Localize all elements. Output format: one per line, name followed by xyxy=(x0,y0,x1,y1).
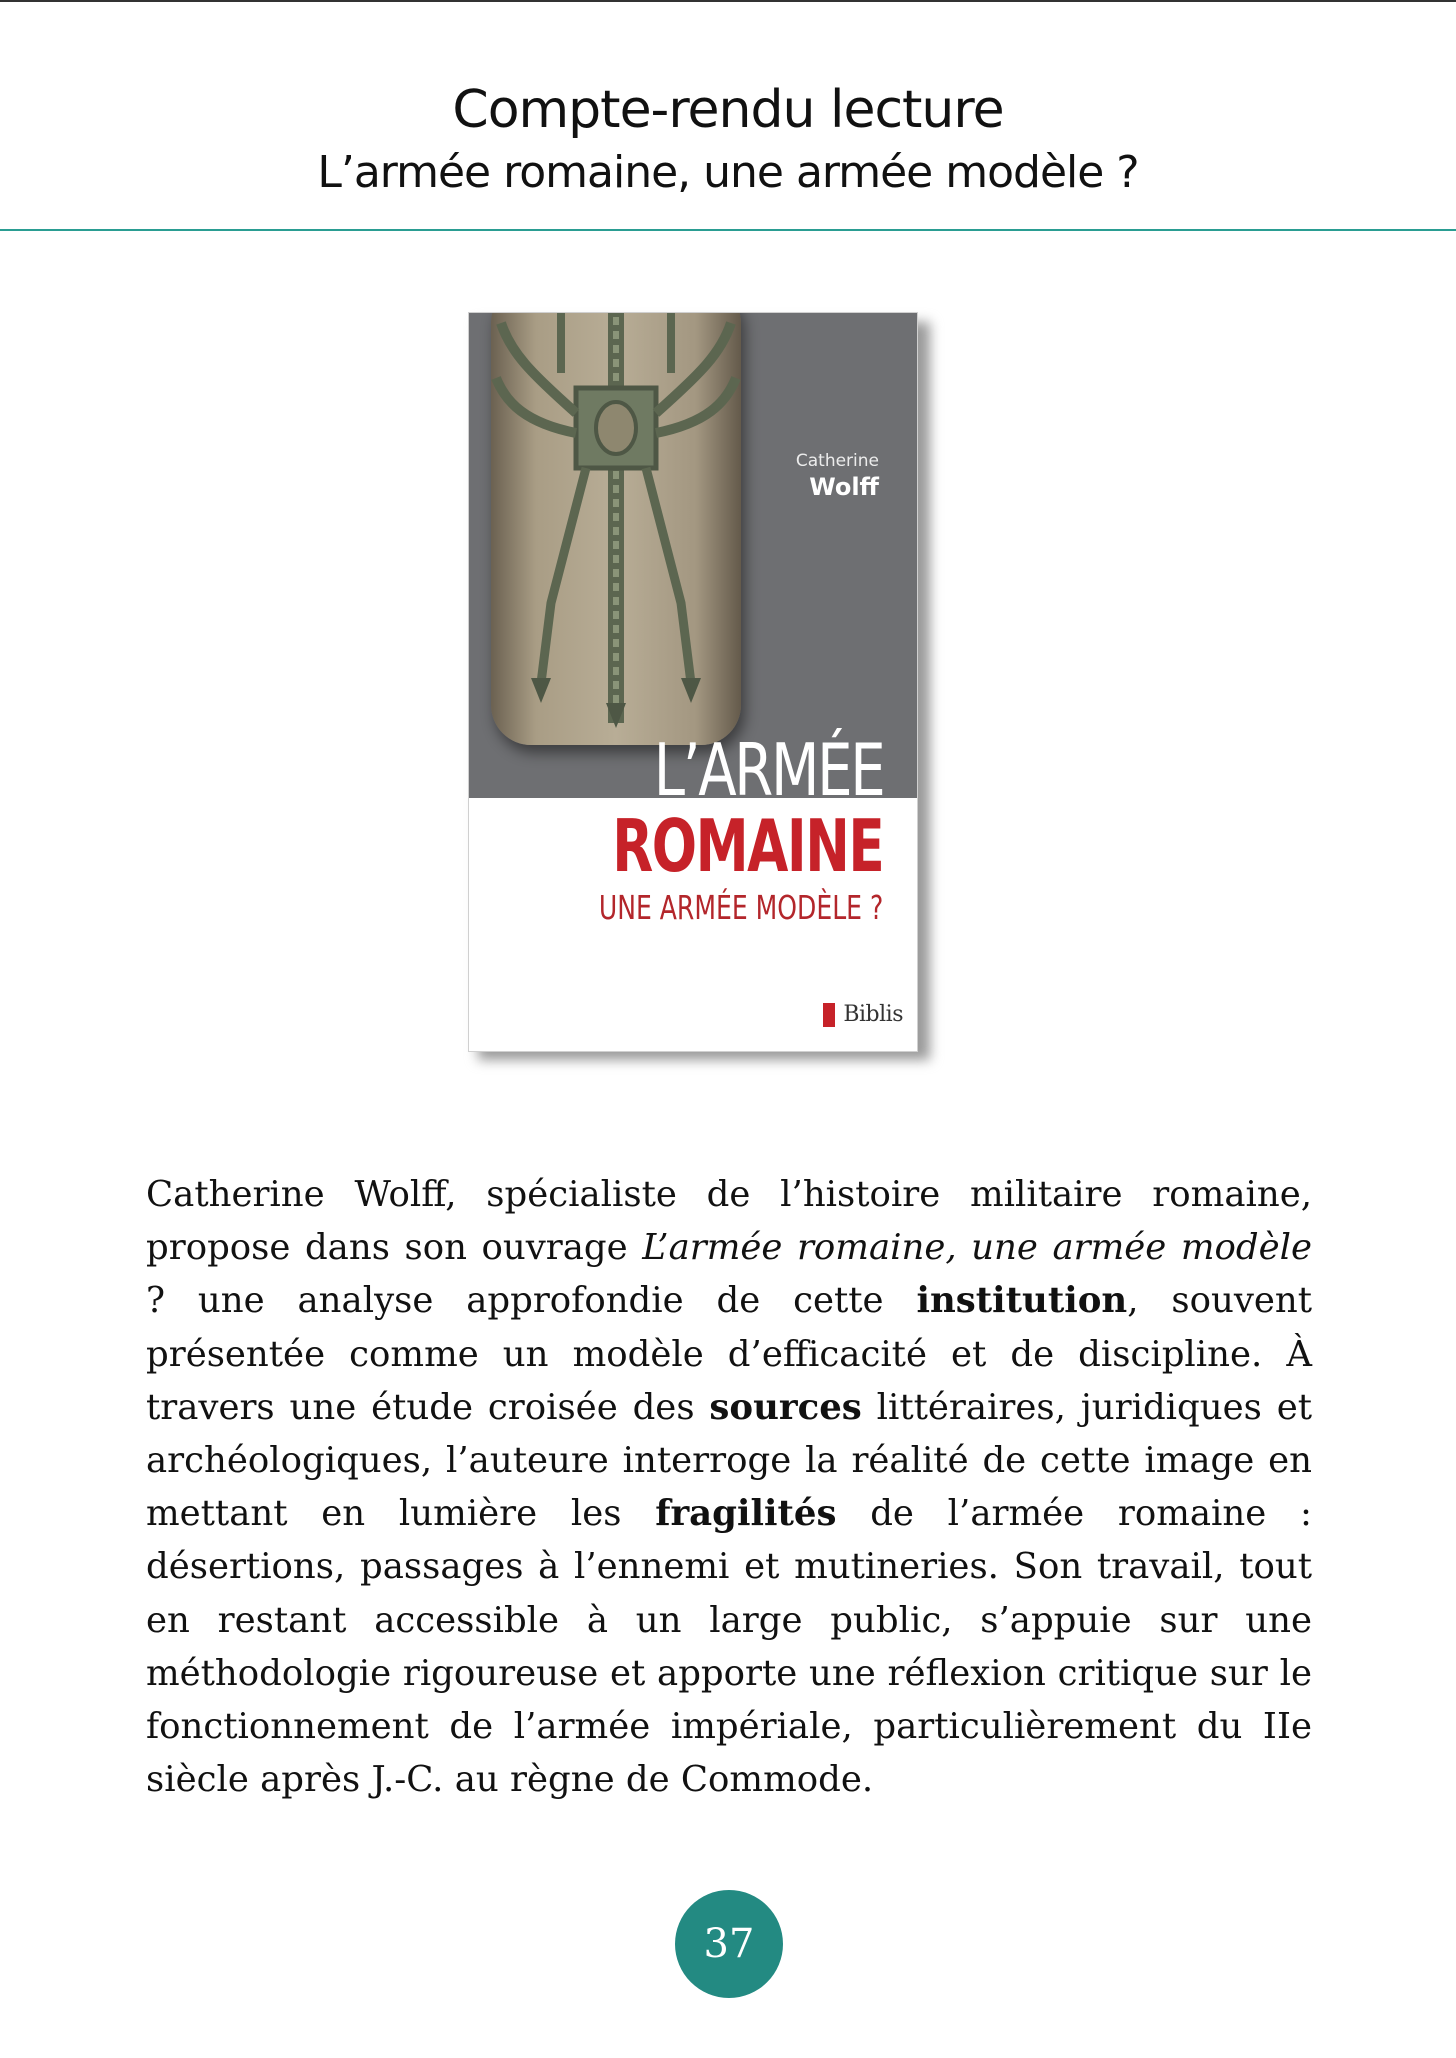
header-divider xyxy=(0,229,1456,231)
cover-author-last-name: Wolff xyxy=(809,473,879,501)
top-border xyxy=(0,0,1456,2)
review-text-part: Catherine Wolff, spécialiste de l’histoire militaire romaine, propose dans son ouvrage xyxy=(146,1174,1312,1269)
roman-shield-illustration xyxy=(491,312,741,745)
cover-author-first-name: Catherine xyxy=(795,451,879,471)
review-text-part: , souvent présentée comme un modèle d’efficacité et de discipline. À travers une étude croisée des xyxy=(146,1280,1313,1428)
keyword-sources: sources xyxy=(709,1386,862,1428)
book-title-reference: L’armée romaine, une armée modèle xyxy=(642,1227,1312,1269)
keyword-fragilites: fragilités xyxy=(655,1493,837,1535)
review-paragraph xyxy=(146,1168,1312,1806)
page-title: Compte-rendu lecture xyxy=(452,80,1004,140)
page-number-badge: 37 xyxy=(675,1890,783,1998)
review-text-part: de l’armée romaine : désertions, passages à l’ennemi et mutineries. Son travail, tout en restant accessible à un large public, s’appuie sur une méthodologie rigoureuse et apporte une réflexion critique sur le fonctionnement de l’armée impériale, particulièrement du IIe siècle après J.-C. au règne de Commode. xyxy=(146,1493,1313,1801)
cover-title-line3: UNE ARMÉE MODÈLE ? xyxy=(598,888,883,927)
page-header xyxy=(0,78,1456,202)
publisher-logo-icon xyxy=(823,1003,835,1027)
page-subtitle: L’armée romaine, une armée modèle ? xyxy=(317,147,1139,198)
cover-title-line2: ROMAINE xyxy=(611,804,883,888)
keyword-institution: institution xyxy=(916,1280,1128,1322)
shield-ornament-icon xyxy=(491,312,741,745)
review-text-part: ? une analyse approfondie de cette xyxy=(146,1280,917,1322)
book-cover xyxy=(468,312,918,1052)
review-text-part: littéraires, juridiques et archéologiques, l’auteure interroge la réalité de cette image en mettant en lumière les xyxy=(146,1386,1313,1535)
cover-publisher: Biblis xyxy=(843,1002,903,1027)
cover-title-line1: L’ARMÉE xyxy=(653,728,883,812)
